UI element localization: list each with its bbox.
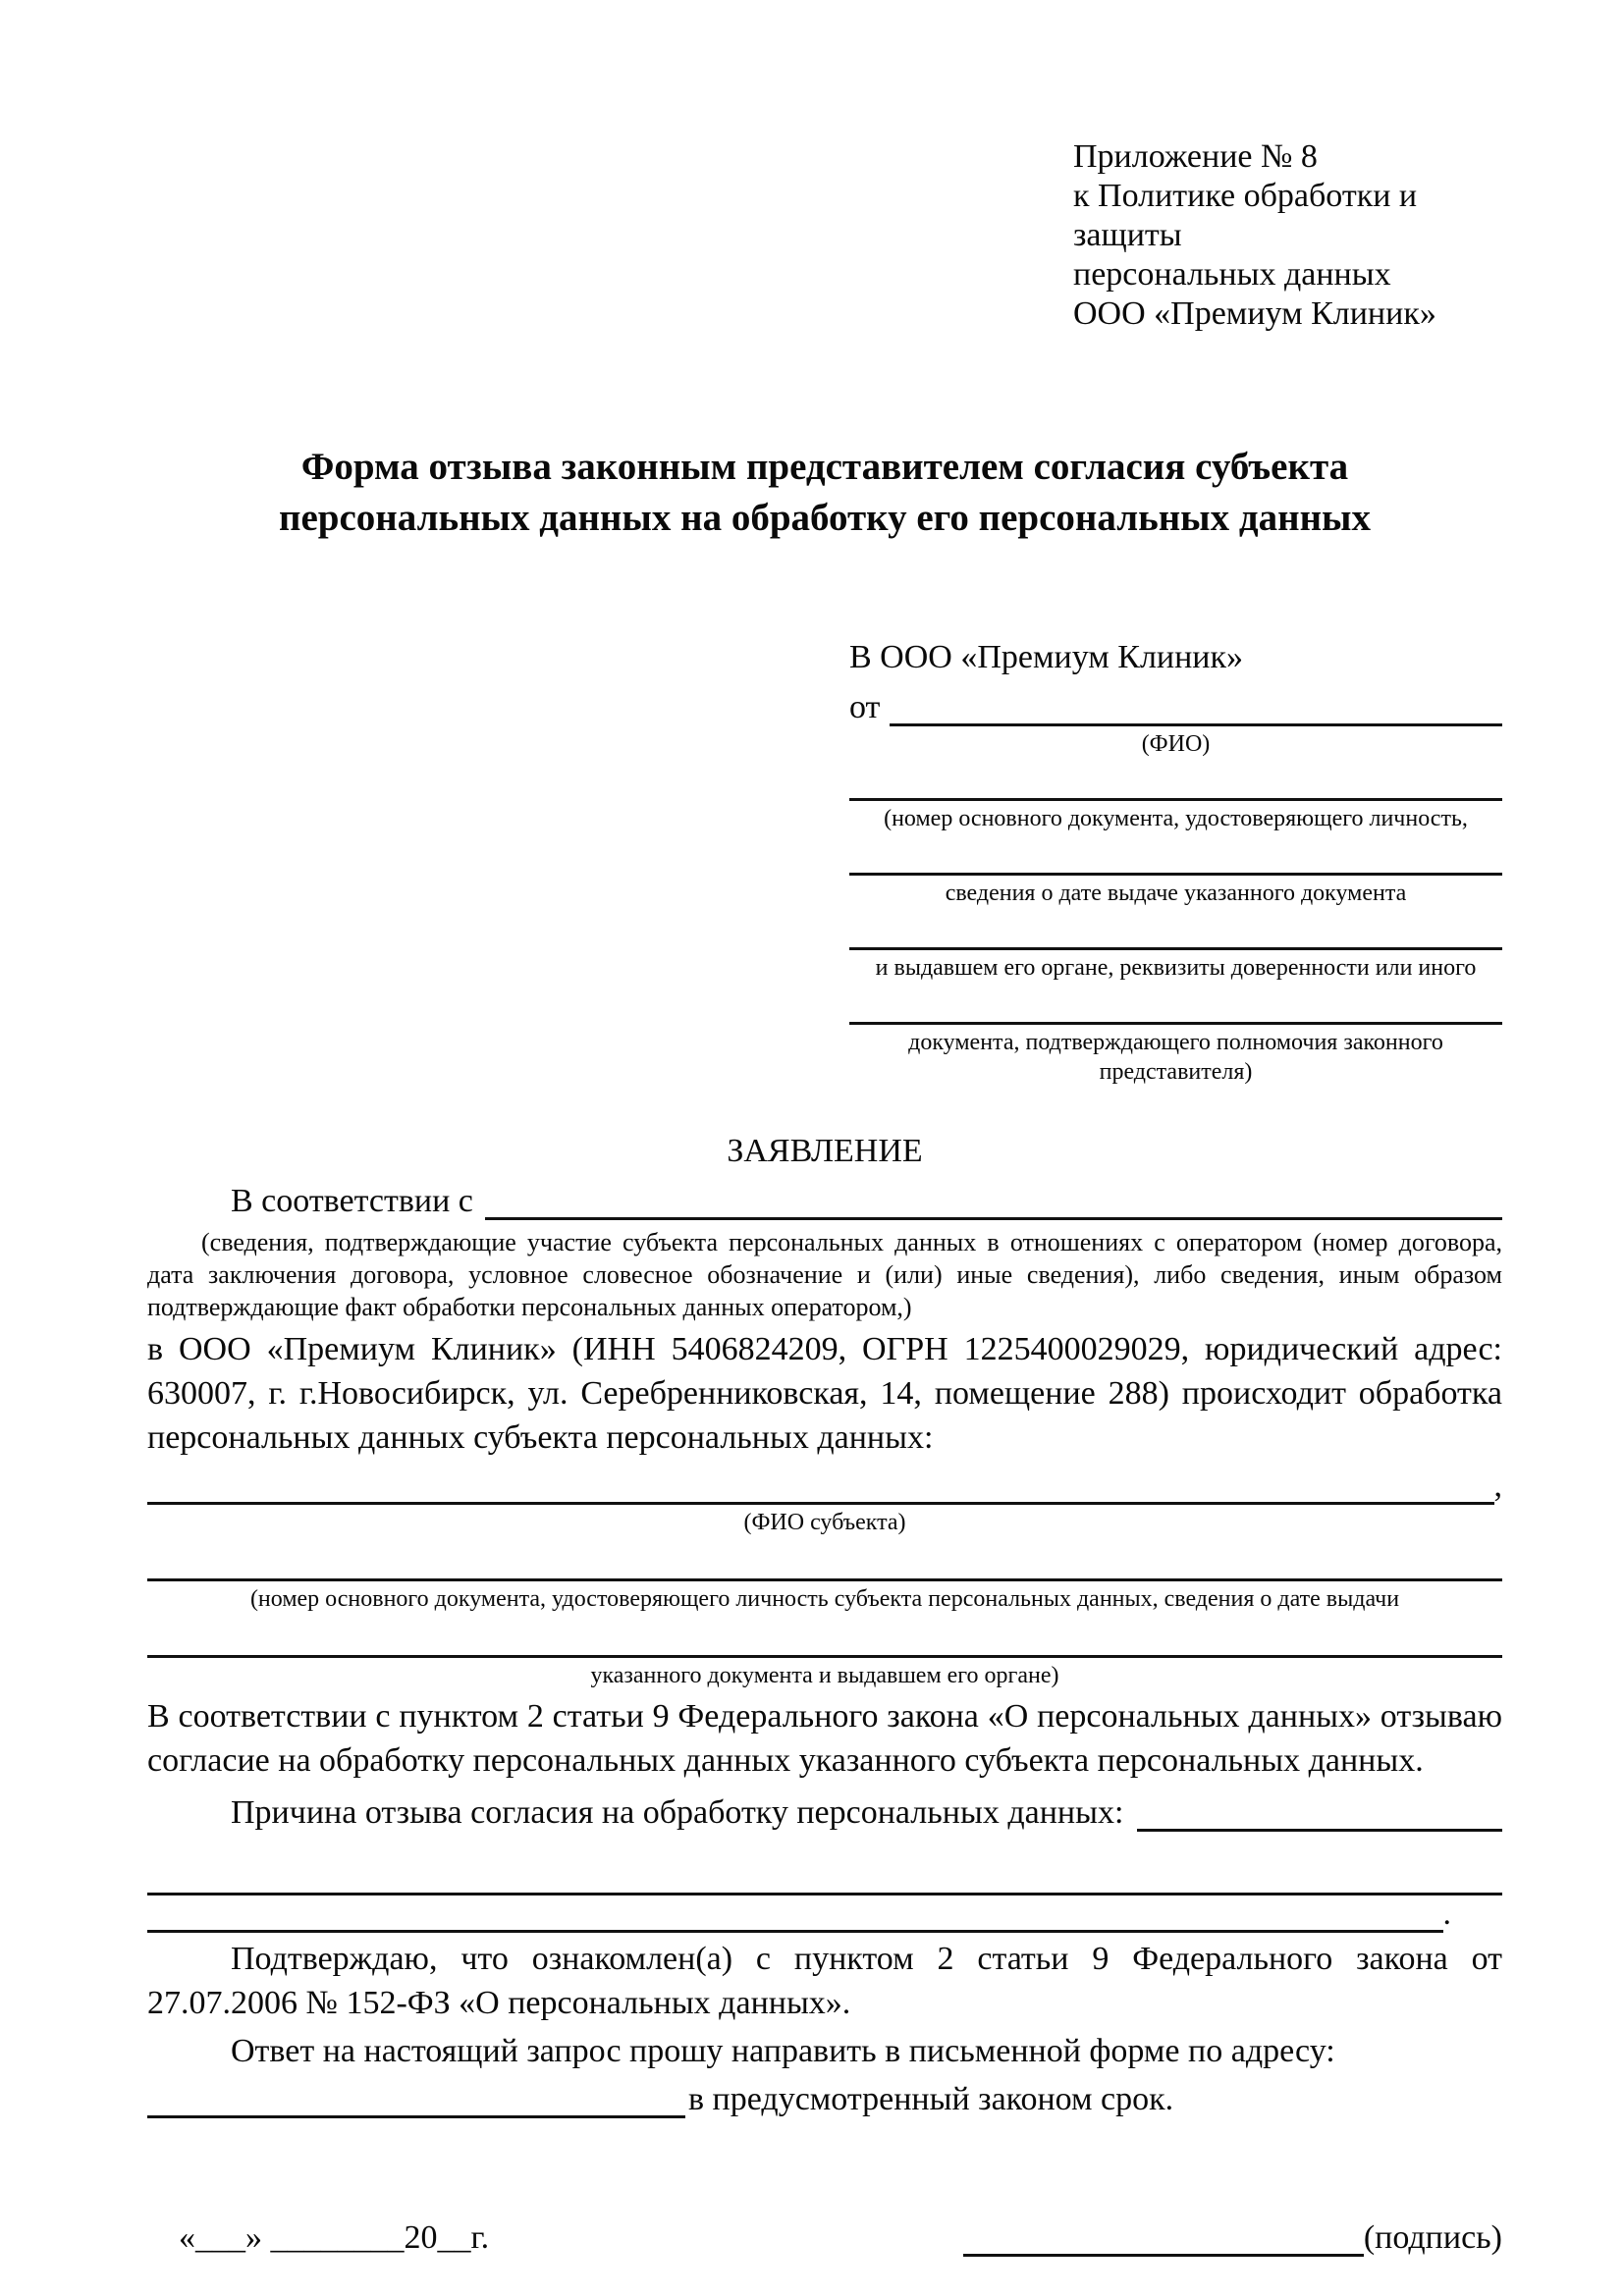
accordance-note: (сведения, подтверждающие участие субъекта персональных данных в отношениях с оператором (номер договора, дата заключения договора, условное словесное обозначение и (или) иные сведения), либо сведения, иным образом подтверждающие факт обработки персональных данных оператором,) — [147, 1228, 1502, 1321]
doc-number-blank-line — [849, 759, 1502, 801]
document-title — [147, 442, 1502, 544]
addressee-from-row — [849, 679, 1502, 726]
reason-continuation-row-2 — [147, 1896, 1451, 1933]
signature-caption: (подпись) — [1363, 2219, 1502, 2256]
accordance-row — [147, 1173, 1502, 1220]
reply-suffix: в предусмотренный законом срок. — [688, 2081, 1174, 2117]
appendix-header-line: к Политике обработки и защиты — [1073, 178, 1418, 253]
footer-row — [147, 2213, 1502, 2257]
accordance-blank-line — [485, 1217, 1502, 1220]
fio-caption: (ФИО) — [1141, 731, 1211, 757]
addressee-block — [849, 636, 1502, 1087]
accordance-prefix: В соответствии с — [231, 1183, 473, 1219]
doc-number-caption: (номер основного документа, удостоверяющего личность, — [884, 806, 1468, 831]
from-label: от — [849, 689, 881, 725]
appendix-header-line: ООО «Премиум Клиник» — [1073, 295, 1436, 332]
appendix-header-line: Приложение № 8 — [1073, 138, 1318, 175]
confirm-paragraph: Подтверждаю, что ознакомлен(а) с пунктом 2 статьи 9 Федерального закона от 27.07.2006 № 152-ФЗ «О персональных данных». — [147, 1941, 1502, 2021]
appendix-header — [1073, 137, 1502, 334]
subject-fio-row — [147, 1460, 1502, 1505]
reason-end-period: . — [1442, 1896, 1451, 1932]
subject-doc-issuer-blank-line — [147, 1614, 1502, 1658]
document-title-line1: Форма отзыва законным представителем согласия субъекта — [300, 446, 1349, 488]
doc-issuer-blank-line — [849, 908, 1502, 950]
signature-blank-line — [963, 2213, 1364, 2257]
reason-prefix: Причина отзыва согласия на обработку персональных данных: — [231, 1794, 1124, 1831]
document-title-line2: персональных данных на обработку его персональных данных — [278, 497, 1372, 539]
fio-blank-line — [890, 723, 1502, 726]
doc-issuer-caption: и выдавшем его органе, реквизиты доверенности или иного — [875, 955, 1477, 981]
doc-issue-date-caption: сведения о дате выдаче указанного документа — [945, 881, 1407, 906]
addressee-to: В ООО «Премиум Клиник» — [849, 639, 1244, 675]
reason-continuation-line-2 — [147, 1930, 1443, 1933]
signature-group — [963, 2213, 1502, 2257]
subject-fio-comma: , — [1493, 1468, 1502, 1504]
doc-issue-date-blank-line — [849, 833, 1502, 876]
representative-authority-blank-line — [849, 983, 1502, 1025]
appendix-header-line: персональных данных — [1073, 256, 1391, 293]
reply-address-blank-line — [147, 2073, 685, 2118]
statement-heading: ЗАЯВЛЕНИЕ — [727, 1133, 923, 1169]
subject-doc-caption-2: указанного документа и выдавшем его органе) — [590, 1663, 1059, 1688]
subject-fio-blank-line — [147, 1502, 1494, 1505]
operator-paragraph: в ООО «Премиум Клиник» (ИНН 5406824209, ОГРН 1225400029029, юридический адрес: 630007, г. г.Новосибирск, ул. Серебренниковская, 14, помещение 288) происходит обработка персональных данных субъекта персональных данных: — [147, 1331, 1502, 1456]
subject-fio-caption: (ФИО субъекта) — [743, 1510, 906, 1535]
reason-blank-line — [1137, 1829, 1502, 1832]
reply-paragraph: Ответ на настоящий запрос прошу направить в письменной форме по адресу: — [231, 2033, 1335, 2069]
reason-row — [147, 1783, 1502, 1832]
reply-address-row — [147, 2073, 1502, 2118]
date-line: «___» ________20__г. — [179, 2219, 490, 2256]
reason-continuation-line-1 — [147, 1832, 1502, 1896]
withdraw-paragraph: В соответствии с пунктом 2 статьи 9 Федерального закона «О персональных данных» отзываю согласие на обработку персональных данных указанного субъекта персональных данных. — [147, 1698, 1502, 1779]
subject-doc-blank-line — [147, 1537, 1502, 1581]
subject-doc-caption-1: (номер основного документа, удостоверяющего личность субъекта персональных данных, сведения о дате выдачи — [249, 1586, 1400, 1612]
representative-authority-caption: документа, подтверждающего полномочия законного представителя) — [908, 1030, 1443, 1085]
